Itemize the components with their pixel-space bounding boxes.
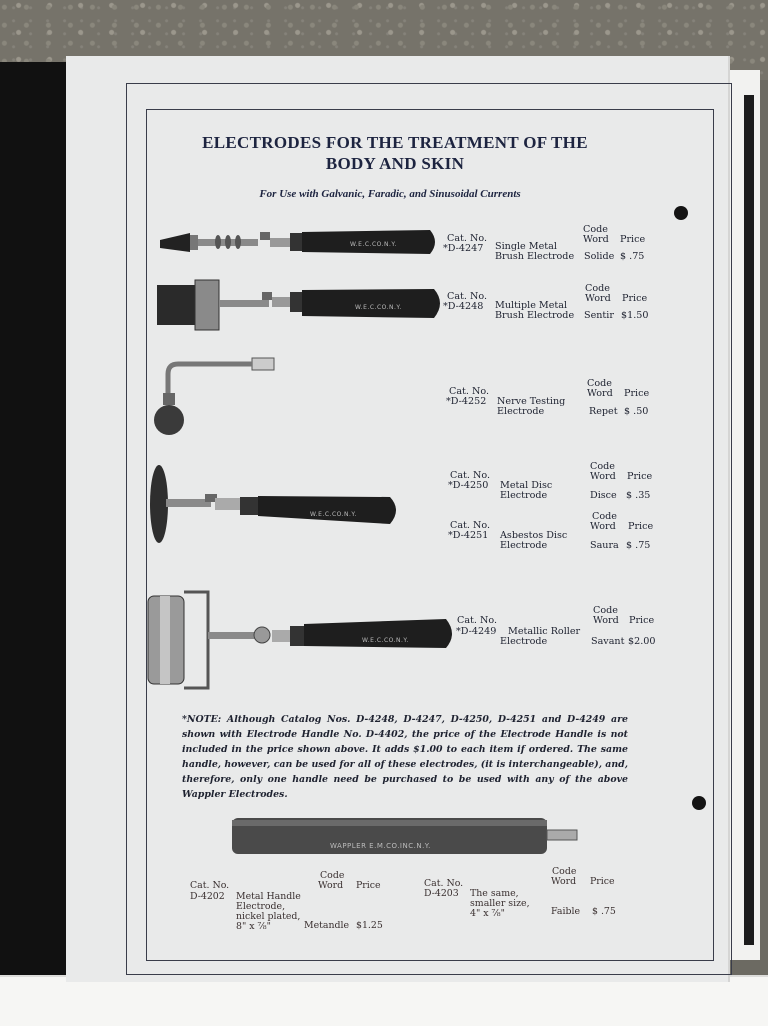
cat-no: D-4203 bbox=[424, 888, 459, 899]
price-label: Price bbox=[629, 615, 655, 626]
item-desc-1: Metal Handle bbox=[236, 891, 301, 902]
word-label: Word bbox=[590, 521, 616, 532]
handle-imprint-3: W.E.C.CO.N.Y. bbox=[310, 511, 357, 518]
item-desc-4: 8" x ⅞" bbox=[236, 921, 271, 932]
code-label: Code bbox=[585, 283, 610, 294]
code-label: Code bbox=[590, 461, 615, 472]
price-label: Price bbox=[356, 880, 381, 891]
code-label: Code bbox=[320, 870, 345, 881]
handle-note: *NOTE: Although Catalog Nos. D-4248, D-4247, D-4250, D-4251 and D-4249 are shown with Electrode Handle No. D-4402, the price of the Electrode Handle is not included in the price shown above. It adds $1.00 to each item if ordered. The same handle, however, can be used for all of these electrodes, (it is interchangeable), and, therefore, only one handle need be purchased to be used with any of the above Wappler Electrodes. bbox=[182, 714, 628, 800]
code-label: Code bbox=[552, 866, 577, 877]
code-word: Sentir bbox=[584, 310, 614, 321]
code-word: Disce bbox=[590, 490, 617, 501]
cat-label: Cat. No. bbox=[457, 615, 498, 626]
code-label: Code bbox=[587, 378, 612, 389]
price-label: Price bbox=[627, 471, 653, 482]
nerve-testing-electrode-icon bbox=[154, 358, 274, 435]
code-word: Faible bbox=[551, 906, 581, 917]
title-line-2: BODY AND SKIN bbox=[325, 154, 465, 173]
cat-label: Cat. No. bbox=[450, 520, 491, 531]
handle-imprint-big: WAPPLER E.M.CO.INC.N.Y. bbox=[330, 842, 431, 850]
code-word: Solide bbox=[584, 251, 615, 262]
cat-no: *D-4247 bbox=[443, 243, 484, 254]
item-name: Metallic Roller bbox=[508, 626, 581, 637]
word-label: Word bbox=[585, 293, 611, 304]
brush-electrode-icon bbox=[160, 230, 435, 254]
handle-imprint-4: W.E.C.CO.N.Y. bbox=[362, 637, 409, 644]
price-label: Price bbox=[628, 521, 654, 532]
code-label: Code bbox=[583, 224, 608, 235]
item-desc-1: The same, bbox=[470, 888, 519, 899]
cat-label: Cat. No. bbox=[447, 291, 488, 302]
cat-no: *D-4252 bbox=[446, 396, 487, 407]
price-label: Price bbox=[622, 293, 648, 304]
item-desc-2: smaller size, bbox=[470, 898, 530, 909]
code-word: Saura bbox=[590, 540, 619, 551]
code-word: Repet bbox=[589, 406, 618, 417]
word-label: Word bbox=[551, 876, 577, 887]
code-label: Code bbox=[593, 605, 618, 616]
multi-brush-electrode-icon bbox=[157, 280, 440, 330]
page-subtitle: For Use with Galvanic, Faradic, and Sinusoidal Currents bbox=[259, 188, 521, 200]
price-label: Price bbox=[590, 876, 615, 887]
cat-label: Cat. No. bbox=[424, 878, 464, 889]
metal-handle-icon bbox=[232, 818, 577, 854]
cat-no: *D-4248 bbox=[443, 301, 484, 312]
item-name: Single Metal bbox=[495, 241, 557, 252]
word-label: Word bbox=[587, 388, 613, 399]
price: $ .75 bbox=[620, 251, 645, 262]
price: $1.25 bbox=[356, 920, 383, 931]
word-label: Word bbox=[318, 880, 344, 891]
cat-no: *D-4251 bbox=[448, 530, 489, 541]
word-label: Word bbox=[583, 234, 609, 245]
cat-label: Cat. No. bbox=[450, 470, 491, 481]
item-name-2: Brush Electrode bbox=[495, 251, 575, 262]
cat-label: Cat. No. bbox=[449, 386, 490, 397]
roller-electrode-icon bbox=[148, 592, 452, 688]
cat-no: D-4202 bbox=[190, 891, 225, 902]
word-label: Word bbox=[590, 471, 616, 482]
item-name-2: Electrode bbox=[497, 406, 545, 417]
cat-no: *D-4250 bbox=[448, 480, 489, 491]
cat-label: Cat. No. bbox=[190, 880, 230, 891]
cat-no: *D-4249 bbox=[456, 626, 497, 637]
title-line-1: ELECTRODES FOR THE TREATMENT OF THE bbox=[202, 133, 588, 152]
disc-electrode-icon bbox=[150, 465, 396, 543]
item-name: Nerve Testing bbox=[497, 396, 566, 407]
item-desc-2: Electrode, bbox=[236, 901, 286, 912]
price-label: Price bbox=[620, 234, 646, 245]
item-name-2: Electrode bbox=[500, 490, 548, 501]
price: $1.50 bbox=[621, 310, 649, 321]
item-desc-3: nickel plated, bbox=[236, 911, 301, 922]
item-name: Asbestos Disc bbox=[500, 530, 568, 541]
price: $2.00 bbox=[628, 636, 656, 647]
price-label: Price bbox=[624, 388, 650, 399]
price: $ .75 bbox=[626, 540, 651, 551]
item-name-2: Brush Electrode bbox=[495, 310, 575, 321]
cat-label: Cat. No. bbox=[447, 233, 488, 244]
item-name-2: Electrode bbox=[500, 636, 548, 647]
item-name: Metal Disc bbox=[500, 480, 553, 491]
handle-imprint-1: W.E.C.CO.N.Y. bbox=[350, 241, 397, 248]
item-desc-3: 4" x ⅞" bbox=[470, 908, 505, 919]
item-name: Multiple Metal bbox=[495, 300, 568, 311]
code-word: Savant bbox=[591, 636, 625, 647]
code-word: Metandle bbox=[304, 920, 350, 931]
word-label: Word bbox=[593, 615, 619, 626]
price: $ .50 bbox=[624, 406, 649, 417]
code-label: Code bbox=[592, 511, 617, 522]
price: $ .75 bbox=[592, 906, 616, 917]
price: $ .35 bbox=[626, 490, 651, 501]
item-name-2: Electrode bbox=[500, 540, 548, 551]
handle-imprint-2: W.E.C.CO.N.Y. bbox=[355, 304, 402, 311]
